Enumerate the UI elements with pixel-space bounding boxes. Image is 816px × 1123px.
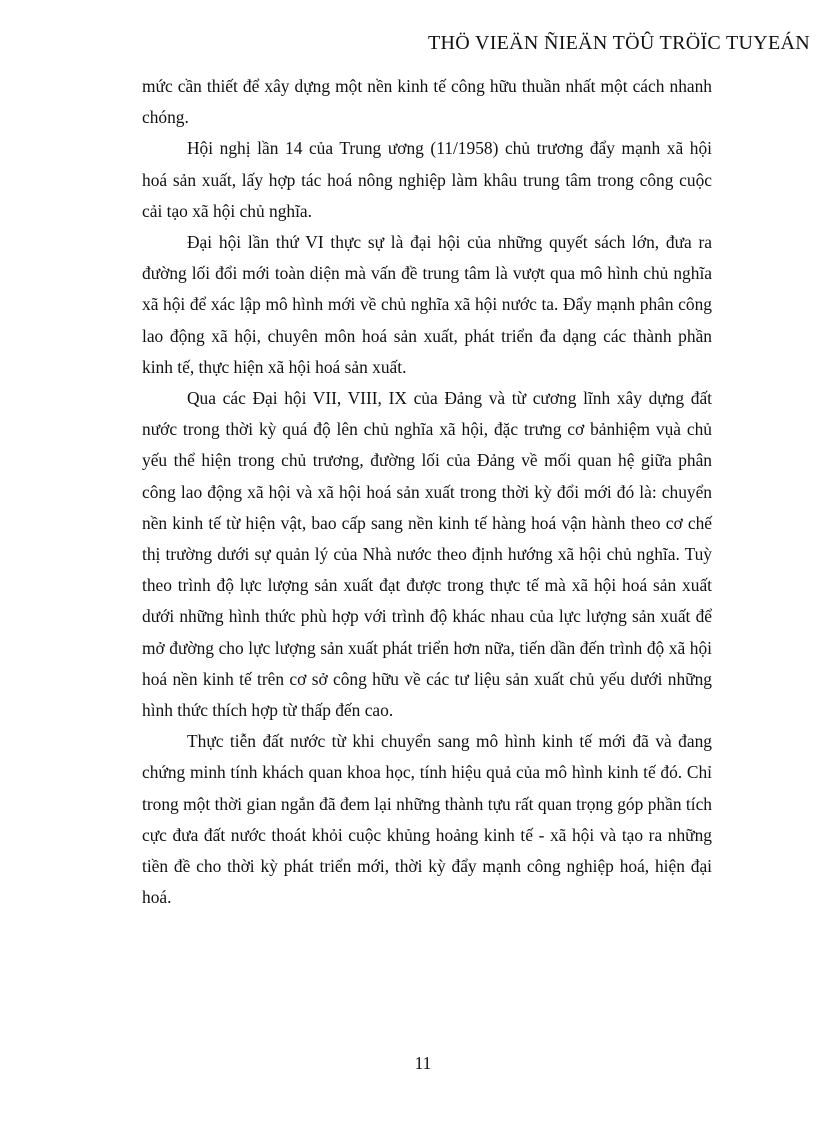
page-number: 11 [414,1053,432,1073]
paragraph-practice: Thực tiễn đất nước từ khi chuyển sang mô hình kinh tế mới đã và đang chứng minh tính khách quan khoa học, tính hiệu quả của mô hình kinh tế đó. Chỉ trong một thời gian ngắn đã đem lại những thành tựu rất quan trọng góp phần tích cực đưa đất nước thoát khỏi cuộc khủng hoảng kinh tế - xã hội và tạo ra những tiền đề cho thời kỳ phát triển mới, thời kỳ đẩy mạnh công nghiệp hoá, hiện đại hoá. [142,731,712,908]
library-header-title: THÖ VIEÄN ÑIEÄN TÖÛ TRÖÏC TUYEÁN [428,32,810,54]
body-text [142,71,712,913]
paragraph-conference-14: Hội nghị lần 14 của Trung ương (11/1958) chủ trương đẩy mạnh xã hội hoá sản xuất, lấy hợp tác hoá nông nghiệp làm khâu trung tâm trong công cuộc cải tạo xã hội chủ nghĩa. [142,138,712,221]
paragraph-continuation: mức cần thiết để xây dựng một nền kinh tế công hữu thuần nhất một cách nhanh chóng. [142,76,712,128]
paragraph-congress-vi: Đại hội lần thứ VI thực sự là đại hội của những quyết sách lớn, đưa ra đường lối đổi mới toàn diện mà vấn đề trung tâm là vượt qua mô hình chủ nghĩa xã hội để xác lập mô hình mới về chủ nghĩa xã hội nước ta. Đẩy mạnh phân công lao động xã hội, chuyên môn hoá sản xuất, phát triển đa dạng các thành phần kinh tế, thực hiện xã hội hoá sản xuất. [142,232,712,377]
paragraph-congresses-vii-viii-ix: Qua các Đại hội VII, VIII, IX của Đảng và từ cương lĩnh xây dựng đất nước trong thời kỳ quá độ lên chủ nghĩa xã hội, đặc trưng cơ bảnhiệm vụà chủ yếu thể hiện trong chủ trương, đường lối của Đảng về mối quan hệ giữa phân công lao động xã hội và xã hội hoá sản xuất trong thời kỳ đổi mới đó là: chuyển nền kinh tế từ hiện vật, bao cấp sang nền kinh tế hàng hoá vận hành theo cơ chế thị trường dưới sự quản lý của Nhà nước theo định hướng xã hội chủ nghĩa. Tuỳ theo trình độ lực lượng sản xuất đạt được trong thực tế mà xã hội hoá sản xuất dưới những hình thức phù hợp với trình độ khác nhau của lực lượng sản xuất để mở đường cho lực lượng sản xuất phát triển hơn nữa, tiến dần đến trình độ xã hội hoá nền kinh tế trên cơ sở công hữu về các tư liệu sản xuất chủ yếu dưới những hình thức thích hợp từ thấp đến cao. [142,388,712,721]
